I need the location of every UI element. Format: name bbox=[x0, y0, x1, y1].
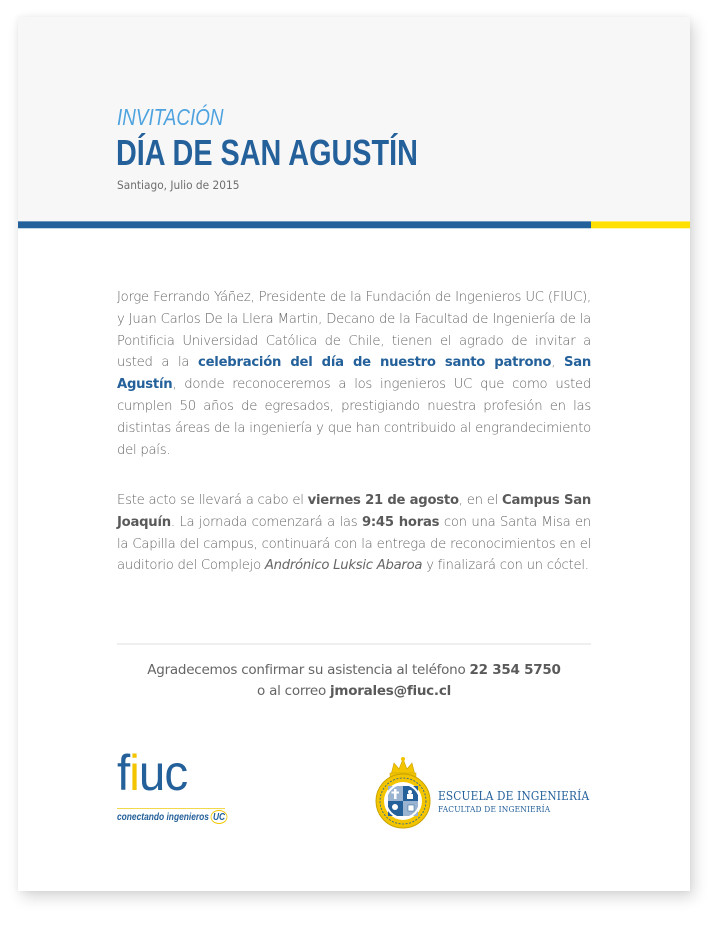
text: , en el bbox=[458, 493, 503, 508]
fiuc-uc: uc bbox=[138, 745, 188, 801]
fiuc-f: f bbox=[117, 745, 130, 801]
university-crest-icon bbox=[372, 755, 434, 831]
invitation-header bbox=[18, 17, 690, 221]
event-title: DÍA DE SAN AGUSTÍN bbox=[116, 132, 418, 173]
rsvp-block bbox=[117, 660, 591, 702]
fiuc-i: i bbox=[129, 745, 139, 801]
text: . La jornada comenzará a las bbox=[170, 514, 362, 530]
fiuc-wordmark bbox=[117, 744, 187, 802]
text: , bbox=[551, 355, 564, 371]
stripe-yellow bbox=[591, 221, 690, 229]
event-date: viernes 21 de agosto bbox=[307, 493, 459, 508]
rsvp-email[interactable]: jmorales@fiuc.cl bbox=[330, 683, 451, 699]
text: y finalizará con un cóctel. bbox=[422, 558, 589, 574]
text: Este acto se llevará a cabo el bbox=[117, 493, 308, 508]
event-time: 9:45 horas bbox=[361, 514, 440, 530]
fiuc-tagline bbox=[117, 810, 227, 824]
text: con una Santa Misa en la Capilla del campus, continuará con la entrega de reconocimientos en el auditorio del Complejo bbox=[117, 514, 591, 574]
text: , donde reconoceremos a los ingenieros UC que como usted cumplen 50 años de egresados, prestigiando nuestra profesión en las distintas áreas de la ingeniería y que han contribuido al engrandecimiento del país. bbox=[117, 377, 591, 458]
escuela-ingenieria-logo bbox=[372, 755, 602, 831]
invitation-paragraph-2 bbox=[117, 490, 591, 577]
header-color-stripe bbox=[18, 221, 690, 229]
uc-badge-icon: UC bbox=[211, 810, 228, 824]
fiuc-underline bbox=[117, 808, 225, 809]
rsvp-phone-line bbox=[117, 660, 591, 681]
invitation-paragraph-1 bbox=[117, 287, 591, 461]
invitation-card bbox=[18, 17, 690, 891]
rsvp-text: Agradecemos confirmar su asistencia al teléfono bbox=[147, 662, 470, 678]
event-venue: Campus San Joaquín bbox=[117, 493, 591, 530]
highlight-celebration: celebración del día de nuestro santo patrono bbox=[198, 355, 552, 371]
escuela-title: ESCUELA DE INGENIERÍA bbox=[438, 789, 590, 803]
rsvp-text: o al correo bbox=[257, 683, 331, 699]
rsvp-email-line bbox=[117, 681, 591, 702]
text: Jorge Ferrando Yáñez, Presidente de la Fundación de Ingenieros UC (FIUC), y Juan Carlos De la Llera Martin, Decano de la Facultad de Ingeniería de la Pontificia Universidad Católica de Chile, tienen el agrado de invitar a usted a la bbox=[117, 290, 591, 371]
invitation-kicker: INVITACIÓN bbox=[117, 104, 224, 130]
complex-name: Andrónico Luksic Abaroa bbox=[264, 558, 423, 574]
stripe-blue bbox=[18, 221, 591, 229]
facultad-subtitle: FACULTAD DE INGENIERÍA bbox=[438, 805, 551, 815]
divider bbox=[117, 643, 591, 645]
fiuc-tagline-text: conectando ingenieros bbox=[117, 811, 209, 823]
rsvp-phone[interactable]: 22 354 5750 bbox=[469, 662, 561, 678]
highlight-san-agustin: San Agustín bbox=[117, 355, 591, 393]
fiuc-logo bbox=[117, 745, 229, 830]
dateline: Santiago, Julio de 2015 bbox=[117, 178, 240, 192]
